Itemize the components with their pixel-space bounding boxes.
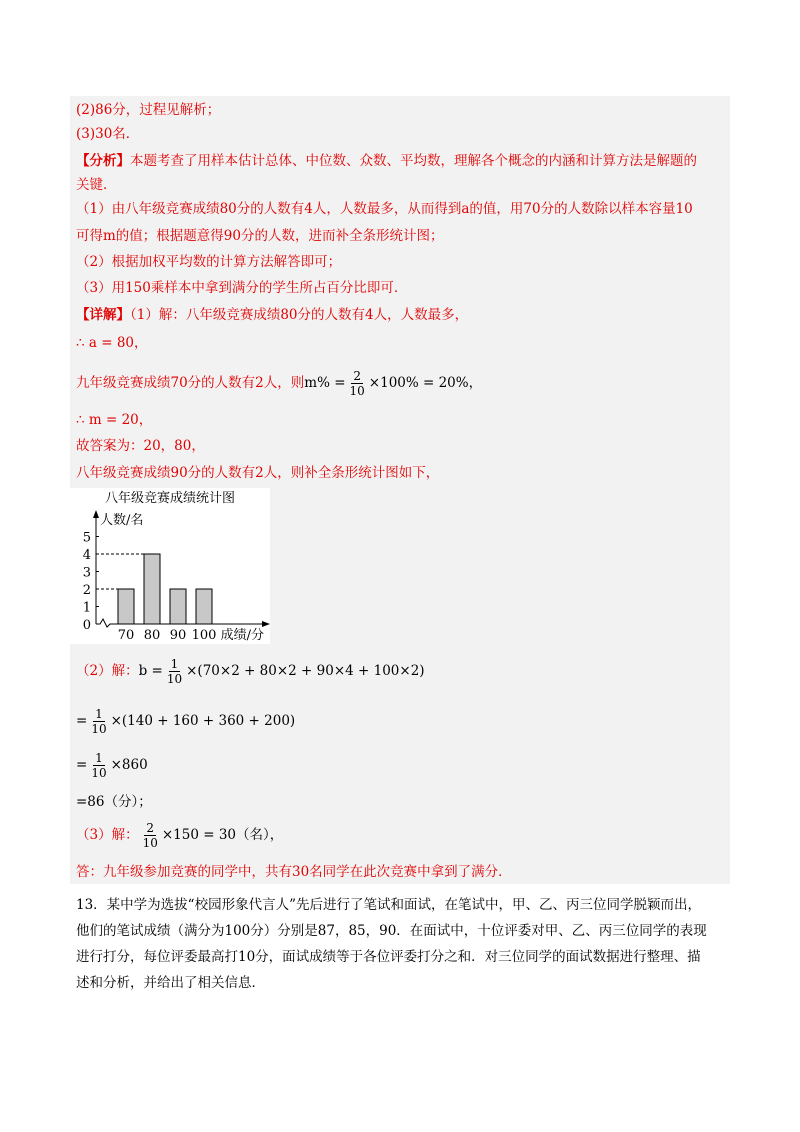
c-eq-prefix: （3）解： bbox=[76, 827, 139, 843]
solution-part3: (3)30名． bbox=[76, 126, 140, 142]
x-axis-label: 成绩/分 bbox=[220, 628, 264, 643]
bar-chart bbox=[70, 488, 270, 644]
method-3: （3）用150乘样本中拿到满分的学生所占百分比即可． bbox=[76, 280, 408, 296]
final-answer: 答：九年级参加竞赛的同学中，共有30名同学在此次竞赛中拿到了满分． bbox=[76, 864, 512, 880]
step-2-den: 10 bbox=[91, 766, 107, 780]
step-2-num: 1 bbox=[95, 751, 103, 765]
y-axis-arrow bbox=[93, 510, 99, 518]
step-1-num: 1 bbox=[95, 707, 103, 721]
bar-chart-container bbox=[70, 488, 270, 644]
bar-text: 八年级竞赛成绩90分的人数有2人，则补全条形统计图如下， bbox=[76, 465, 440, 481]
x-tick-label: 90 bbox=[169, 628, 187, 643]
bar-90 bbox=[170, 589, 186, 624]
step-1 bbox=[76, 704, 295, 738]
analysis-line-2: 关键． bbox=[76, 177, 117, 193]
step-2-rhs: ×860 bbox=[110, 757, 148, 773]
step-3: =86（分）； bbox=[76, 794, 152, 810]
step-2-lhs: = bbox=[76, 757, 88, 773]
solution-part2: (2)86分，过程见解析； bbox=[76, 102, 221, 118]
x-tick-label: 80 bbox=[143, 628, 161, 643]
detail-text: （1）解：八年级竞赛成绩80分的人数有4人，人数最多， bbox=[130, 307, 469, 323]
question-13-line-2: 他们的笔试成绩（满分为100分）分别是87，85，90．在面试中，十位评委对甲、乙、丙三位同学的表现 bbox=[76, 923, 707, 939]
c-eq-rhs: ×150 = 30（名）， bbox=[161, 827, 284, 843]
m-result bbox=[76, 410, 152, 430]
m-result-text: ∴ m = 20， bbox=[76, 412, 153, 428]
m-equation-line bbox=[76, 368, 482, 398]
question-13-line-4: 述和分析，并给出了相关信息． bbox=[76, 975, 265, 991]
b-frac-den: 10 bbox=[166, 672, 183, 686]
bar-70 bbox=[118, 589, 134, 624]
a-eq-text: ∴ a = 80， bbox=[76, 335, 148, 351]
detail-tag: 【详解】 bbox=[76, 307, 130, 323]
c-fraction bbox=[141, 821, 160, 850]
detail-line bbox=[76, 305, 468, 325]
method-2: （2）根据加权平均数的计算方法解答即可； bbox=[76, 254, 342, 270]
bar-80 bbox=[144, 554, 160, 624]
answer-1: 故答案为：20，80， bbox=[76, 438, 205, 454]
b-fraction bbox=[165, 657, 184, 686]
b-eq-prefix: （2）解： bbox=[76, 663, 139, 679]
m-fraction bbox=[348, 369, 367, 398]
m-frac-den: 10 bbox=[349, 384, 365, 398]
m-eq-lhs: m% = bbox=[304, 375, 346, 391]
step-1-rhs: ×(140 + 160 + 360 + 200) bbox=[110, 713, 296, 729]
chart-title: 八年级竞赛成绩统计图 bbox=[104, 491, 236, 506]
m-eq-rhs: ×100% = 20%， bbox=[368, 375, 483, 391]
question-13-line-1: 13．某中学为选拔“校园形象代言人”先后进行了笔试和面试，在笔试中，甲、乙、丙三位同学脱颖而出， bbox=[76, 897, 701, 913]
y-tick-label: 5 bbox=[82, 530, 91, 546]
m-frac-num: 2 bbox=[353, 369, 361, 383]
x-tick-label: 70 bbox=[117, 628, 135, 643]
c-frac-num: 2 bbox=[146, 821, 155, 835]
x-tick-label: 100 bbox=[191, 628, 217, 643]
x-axis-arrow bbox=[262, 621, 270, 627]
b-eq-rhs: ×(70×2 + 80×2 + 90×4 + 100×2) bbox=[186, 663, 425, 679]
step-2-fraction bbox=[89, 751, 108, 780]
y-axis-label: 人数/名 bbox=[100, 513, 144, 528]
step-2 bbox=[76, 748, 148, 782]
analysis-text: 本题考查了用样本估计总体、中位数、众数、平均数，理解各个概念的内涵和计算方法是解题的 bbox=[130, 153, 697, 169]
analysis-line bbox=[76, 151, 697, 171]
b-equation-line bbox=[76, 654, 425, 688]
method-1a: （1）由八年级竞赛成绩80分的人数有4人，人数最多，从而得到a的值，用70分的人数除以样本容量10 bbox=[76, 201, 693, 217]
a-equation bbox=[76, 333, 148, 353]
method-1b: 可得m的值；根据题意得90分的人数，进而补全条形统计图； bbox=[76, 228, 444, 244]
y-tick-label: 1 bbox=[82, 600, 91, 616]
step-1-fraction bbox=[89, 707, 108, 736]
y-tick-label: 0 bbox=[82, 618, 91, 633]
bar-100 bbox=[196, 589, 212, 624]
step-1-den: 10 bbox=[91, 722, 107, 736]
b-frac-num: 1 bbox=[170, 657, 179, 671]
analysis-tag: 【分析】 bbox=[76, 153, 130, 169]
step-1-lhs: = bbox=[76, 713, 88, 729]
m-eq-prefix: 九年级竞赛成绩70分的人数有2人，则 bbox=[76, 375, 305, 391]
y-tick-label: 4 bbox=[82, 548, 91, 563]
question-13-line-3: 进行打分，每位评委最高打10分，面试成绩等于各位评委打分之和．对三位同学的面试数据进行整理、描 bbox=[76, 949, 701, 965]
c-frac-den: 10 bbox=[142, 836, 158, 850]
y-tick-label: 3 bbox=[82, 565, 91, 581]
y-tick-label: 2 bbox=[82, 583, 91, 598]
c-equation-line bbox=[76, 818, 283, 852]
b-eq-lhs: b = bbox=[138, 663, 163, 679]
